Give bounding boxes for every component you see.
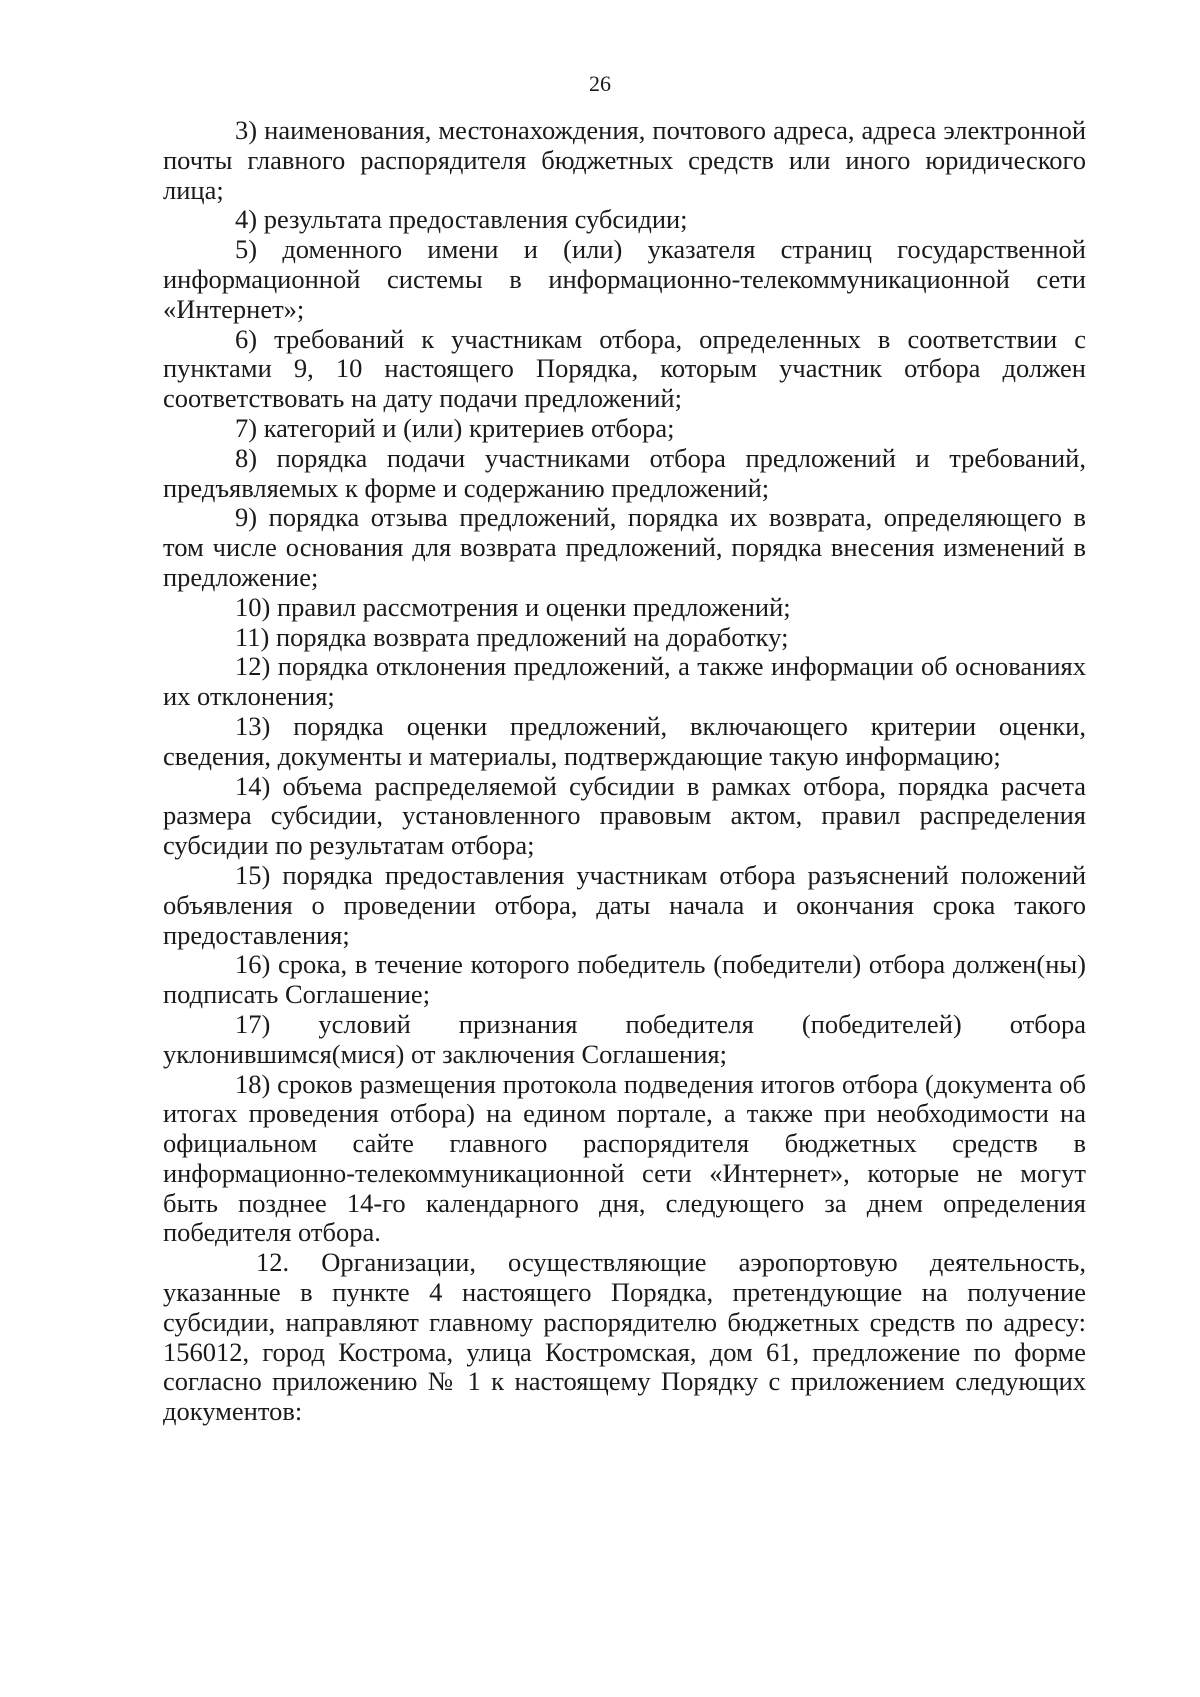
- list-item: 6) требований к участникам отбора, определенных в соответствии с пунктами 9, 10 настоящего Порядка, которым участник отбора должен соответствовать на дату подачи предложений;: [163, 323, 1086, 414]
- list-item: 13) порядка оценки предложений, включающего критерии оценки, сведения, документы и материалы, подтверждающие такую информацию;: [163, 710, 1086, 771]
- list-item: 8) порядка подачи участниками отбора предложений и требований, предъявляемых к форме и содержанию предложений;: [163, 442, 1086, 503]
- list-item: 5) доменного имени и (или) указателя страниц государственной информационной системы в информационно-телекоммуникационной сети «Интернет»;: [163, 234, 1086, 324]
- list-item: 14) объема распределяемой субсидии в рамках отбора, порядка расчета размера субсидии, установленного правовым актом, правил распределения субсидии по результатам отбора;: [163, 770, 1086, 861]
- section-paragraph: 12. Организации, осуществляющие аэропортовую деятельность, указанные в пункте 4 настоящего Порядка, претендующие на получение субсидии, направляют главному распорядителю бюджетных средств по адресу: 156012, город Кострома, улица Костромская, дом 61, предложение по форме согласно приложению № 1 к настоящему Порядку с приложением следующих документов:: [163, 1247, 1086, 1427]
- list-item: 17) условий признания победителя (победителей) отбора уклонившимся(мися) от заключения Соглашения;: [163, 1008, 1086, 1069]
- list-item: 4) результата предоставления субсидии;: [235, 204, 688, 235]
- list-item: 12) порядка отклонения предложений, а также информации об основаниях их отклонения;: [163, 651, 1086, 712]
- list-item: 15) порядка предоставления участникам отбора разъяснений положений объявления о проведении отбора, даты начала и окончания срока такого предоставления;: [163, 859, 1086, 950]
- list-item: 10) правил рассмотрения и оценки предложений;: [235, 591, 791, 622]
- list-item: 9) порядка отзыва предложений, порядка их возврата, определяющего в том числе основания для возврата предложений, порядка внесения изменений в предложение;: [163, 502, 1086, 592]
- list-item: 11) порядка возврата предложений на доработку;: [235, 621, 789, 652]
- document-body: [163, 116, 1086, 1427]
- page-number: 26: [589, 71, 611, 96]
- list-item: 18) сроков размещения протокола подведения итогов отбора (документа об итогах проведения отбора) на едином портале, а также при необходимости на официальном сайте главного распорядителя бюджетных средств в информационно-телекоммуникационной сети «Интернет», которые не могут быть позднее 14-го календарного дня, следующего за днем определения победителя отбора.: [163, 1068, 1086, 1248]
- list-item: 7) категорий и (или) критериев отбора;: [235, 412, 675, 443]
- list-item: 3) наименования, местонахождения, почтового адреса, адреса электронной почты главного распорядителя бюджетных средств или иного юридического лица;: [163, 115, 1086, 205]
- list-item: 16) срока, в течение которого победитель (победители) отбора должен(ны) подписать Соглашение;: [163, 949, 1086, 1010]
